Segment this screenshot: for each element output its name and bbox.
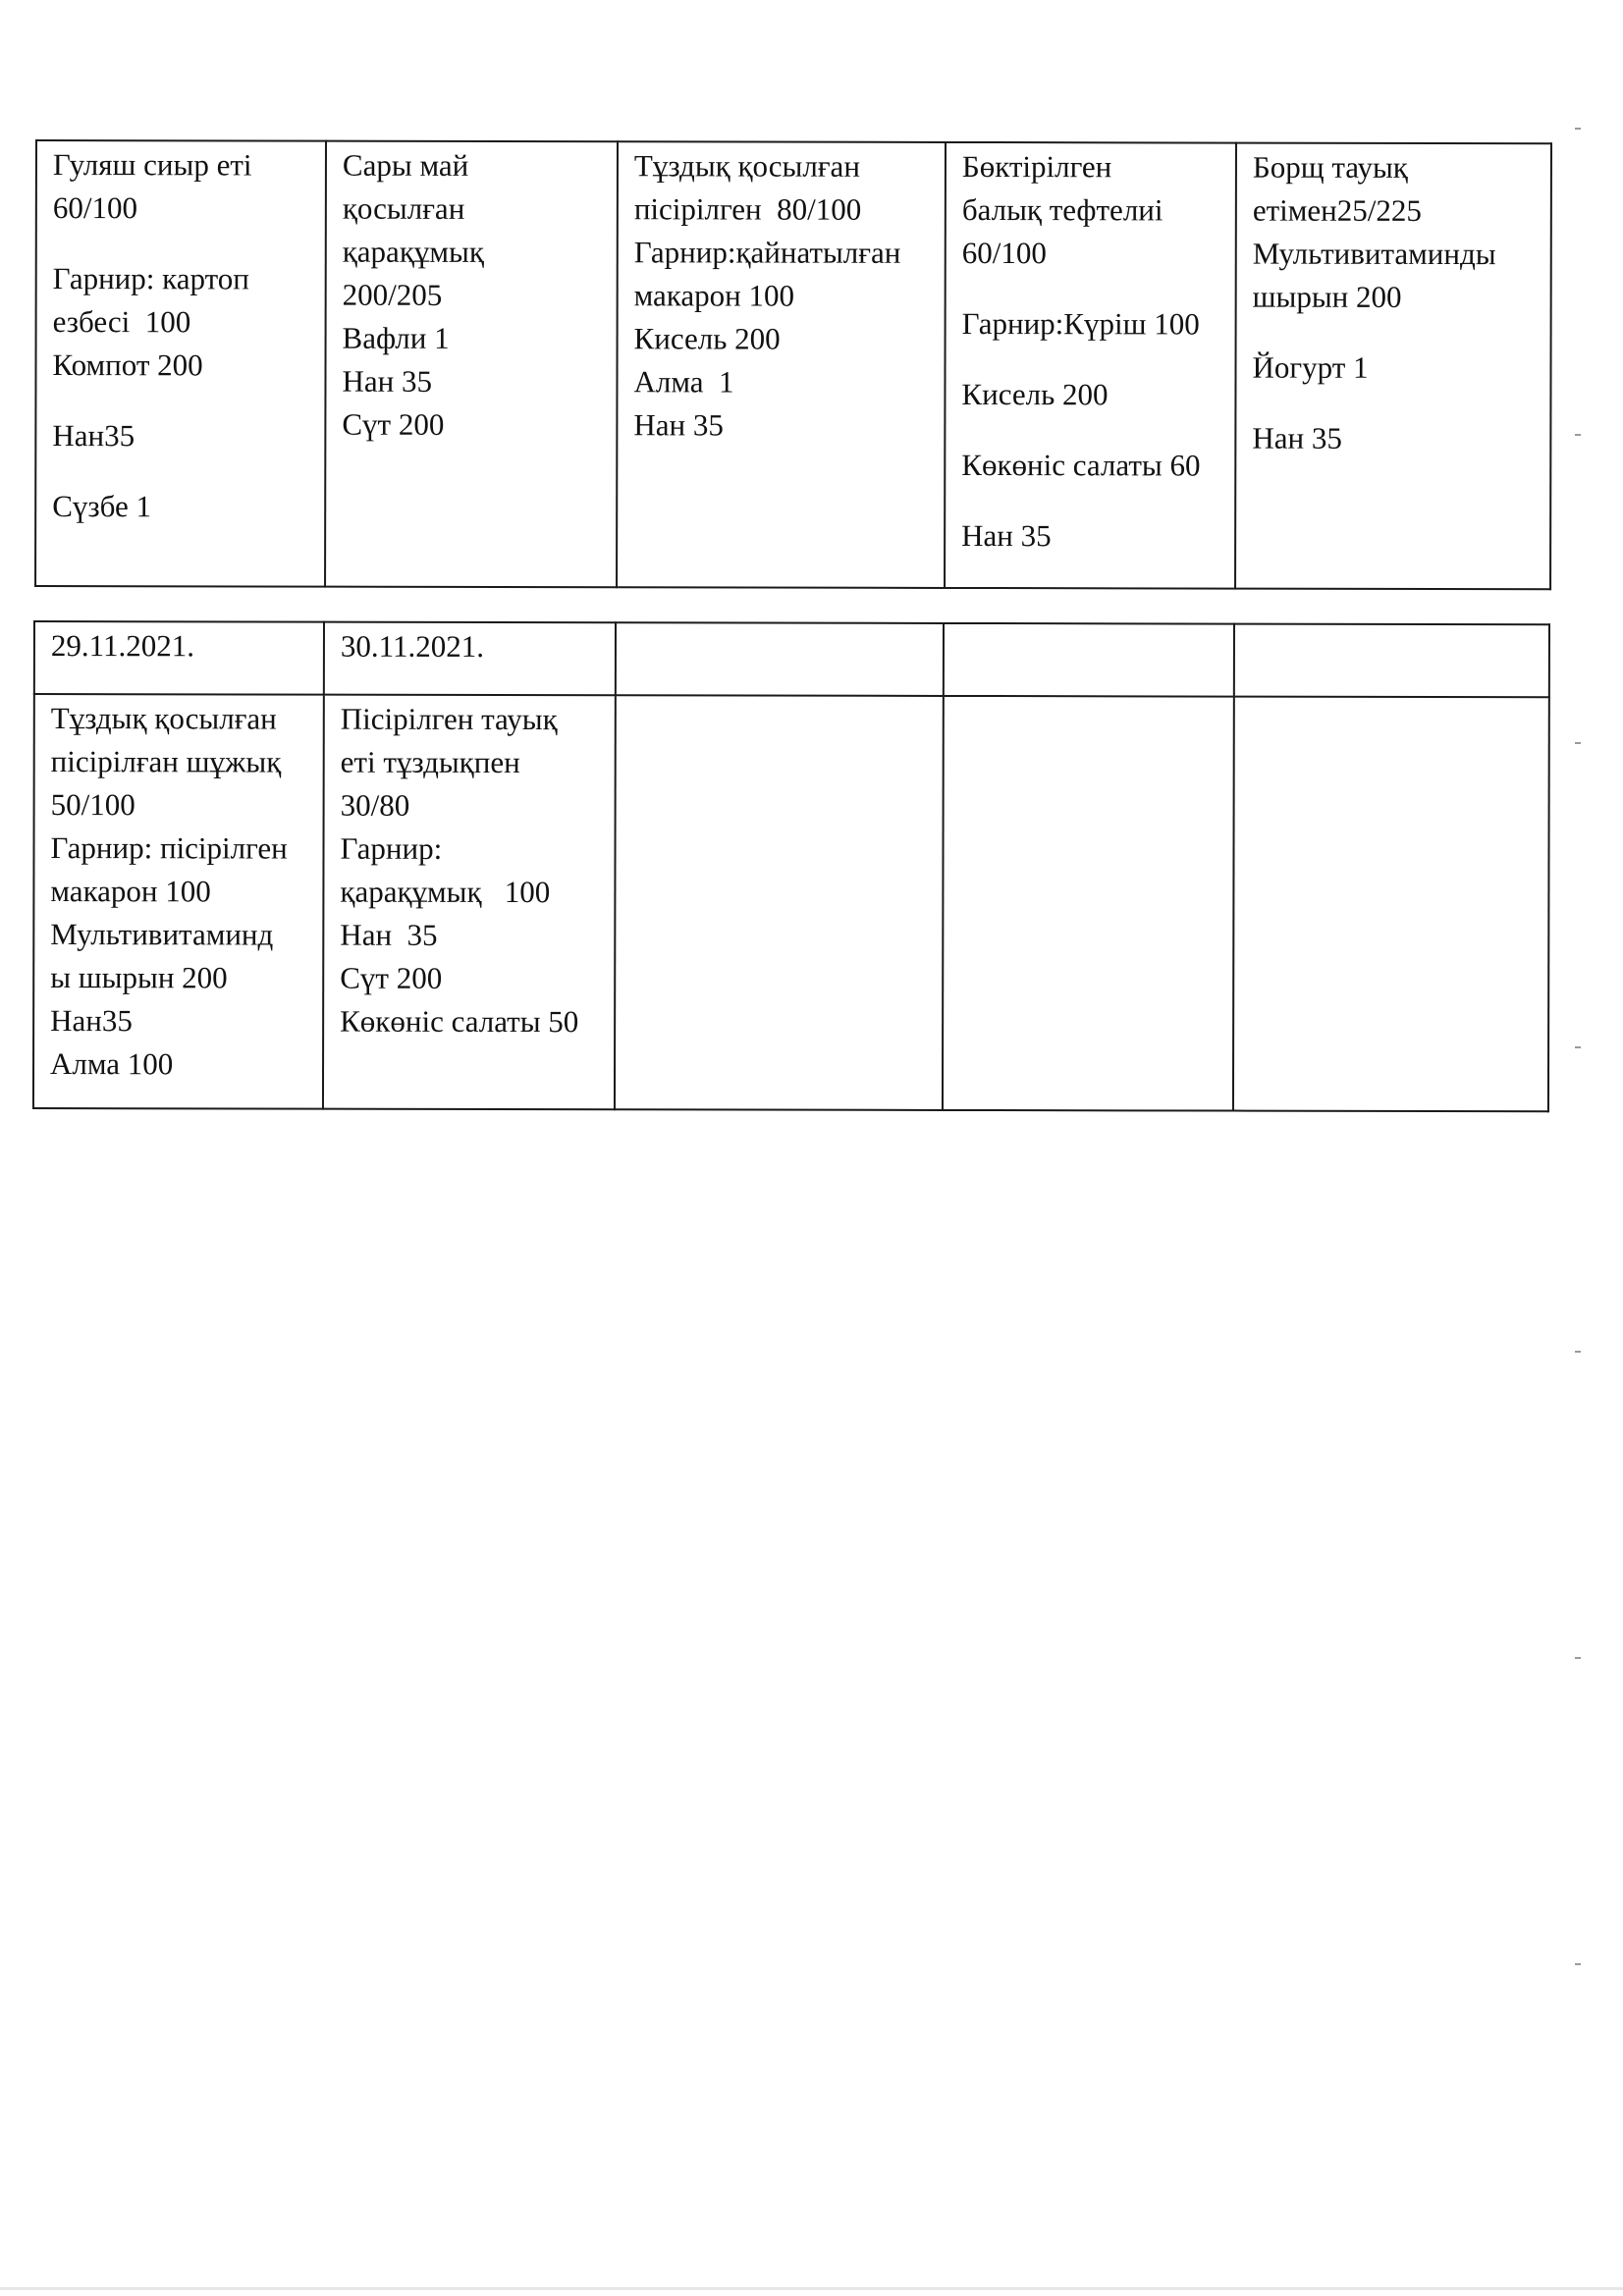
date-label: 30.11.2021. xyxy=(340,628,485,664)
table-row xyxy=(35,140,1551,589)
date-label: 29.11.2021. xyxy=(50,628,195,664)
menu-line: Мультивитаминды xyxy=(1252,236,1496,272)
menu-line: езбесі 100 xyxy=(52,304,191,340)
scan-edge xyxy=(0,2287,1623,2290)
menu-line: пісірілған шұжық xyxy=(50,744,282,779)
table-row xyxy=(33,694,1549,1111)
menu-line: Вафли 1 xyxy=(342,320,450,355)
menu-line: Нан 35 xyxy=(633,407,724,443)
menu-cell xyxy=(945,142,1236,589)
menu-line: макарон 100 xyxy=(633,278,795,313)
menu-line: етімен25/225 xyxy=(1252,192,1422,228)
menu-cell xyxy=(1233,697,1549,1112)
menu-line: макарон 100 xyxy=(50,874,211,909)
menu-line: 50/100 xyxy=(50,787,135,823)
menu-line: Гуляш сиыр еті xyxy=(52,147,252,183)
menu-line: Тұздық қосылған xyxy=(633,148,860,184)
menu-line: шырын 200 xyxy=(1252,279,1402,314)
menu-line: еті тұздықпен xyxy=(340,744,520,780)
menu-line: қарақұмық 100 xyxy=(340,874,551,910)
menu-line: 60/100 xyxy=(52,190,138,226)
scan-speck xyxy=(1575,1963,1581,1965)
menu-line: Көкөніс салаты 60 xyxy=(961,447,1201,483)
scan-speck xyxy=(1575,1351,1581,1353)
menu-cell xyxy=(617,141,946,588)
scan-speck xyxy=(1575,128,1581,130)
menu-line: Сүт 200 xyxy=(342,406,445,442)
menu-line: Гарнир:Күріш 100 xyxy=(961,305,1200,342)
date-row xyxy=(34,621,1549,697)
menu-line: Борщ тауық xyxy=(1252,149,1408,185)
scan-speck xyxy=(1575,434,1581,436)
menu-line: Нан 35 xyxy=(342,363,433,399)
menu-line: Пісірілген тауық xyxy=(340,701,558,737)
menu-line: Мультивитаминд xyxy=(50,917,274,952)
menu-line: 60/100 xyxy=(961,235,1047,271)
menu-line: Алма 1 xyxy=(633,364,734,400)
menu-line: Кисель 200 xyxy=(961,376,1109,412)
menu-table-bottom xyxy=(32,620,1550,1112)
menu-line: қосылған xyxy=(342,190,465,226)
menu-table-top xyxy=(34,139,1552,590)
menu-line: Йогурт 1 xyxy=(1252,349,1369,385)
date-cell xyxy=(1234,624,1549,698)
menu-line: Нан 35 xyxy=(961,517,1052,554)
menu-line: Бөктірілген xyxy=(961,148,1112,185)
menu-line: Сары май xyxy=(342,147,469,183)
menu-line: Компот 200 xyxy=(52,347,203,383)
menu-cell xyxy=(35,140,326,587)
scan-speck xyxy=(1575,1046,1581,1048)
scan-speck xyxy=(1575,1657,1581,1659)
menu-line: пісірілген 80/100 xyxy=(633,191,862,227)
menu-line: Нан 35 xyxy=(1252,420,1342,455)
menu-line: Көкөніс салаты 50 xyxy=(340,1003,579,1040)
menu-line: ы шырын 200 xyxy=(50,960,228,995)
menu-cell xyxy=(615,695,944,1110)
menu-line: Гарнир: картоп xyxy=(52,261,249,296)
menu-cell xyxy=(323,695,616,1110)
date-cell xyxy=(324,622,616,696)
menu-cell xyxy=(325,141,618,588)
menu-line: Тұздық қосылған xyxy=(50,701,277,736)
menu-line: 30/80 xyxy=(340,787,410,823)
menu-cell xyxy=(1235,143,1551,590)
menu-line: Гарнир: xyxy=(340,830,443,866)
date-cell xyxy=(944,623,1234,697)
scan-speck xyxy=(1575,742,1581,744)
menu-cell xyxy=(943,696,1234,1111)
menu-line: Нан35 xyxy=(50,1003,133,1039)
menu-line: Сүзбе 1 xyxy=(52,489,152,524)
date-label xyxy=(960,626,1221,627)
menu-line: Сүт 200 xyxy=(340,960,443,995)
menu-line: Нан 35 xyxy=(340,917,438,952)
menu-cell xyxy=(33,694,324,1109)
menu-line: Гарнир: пісірілген xyxy=(50,830,288,866)
menu-line: Нан35 xyxy=(52,418,135,454)
menu-line: 200/205 xyxy=(342,277,443,312)
date-label xyxy=(1251,627,1537,628)
date-cell xyxy=(34,621,324,695)
menu-line: Гарнир:қайнатылған xyxy=(633,235,901,270)
date-cell xyxy=(616,622,944,696)
menu-line: балық тефтелиі xyxy=(961,191,1163,228)
menu-line: Алма 100 xyxy=(50,1046,174,1082)
menu-line: қарақұмық xyxy=(342,234,484,269)
date-label xyxy=(632,625,931,626)
menu-line: Кисель 200 xyxy=(633,321,781,356)
